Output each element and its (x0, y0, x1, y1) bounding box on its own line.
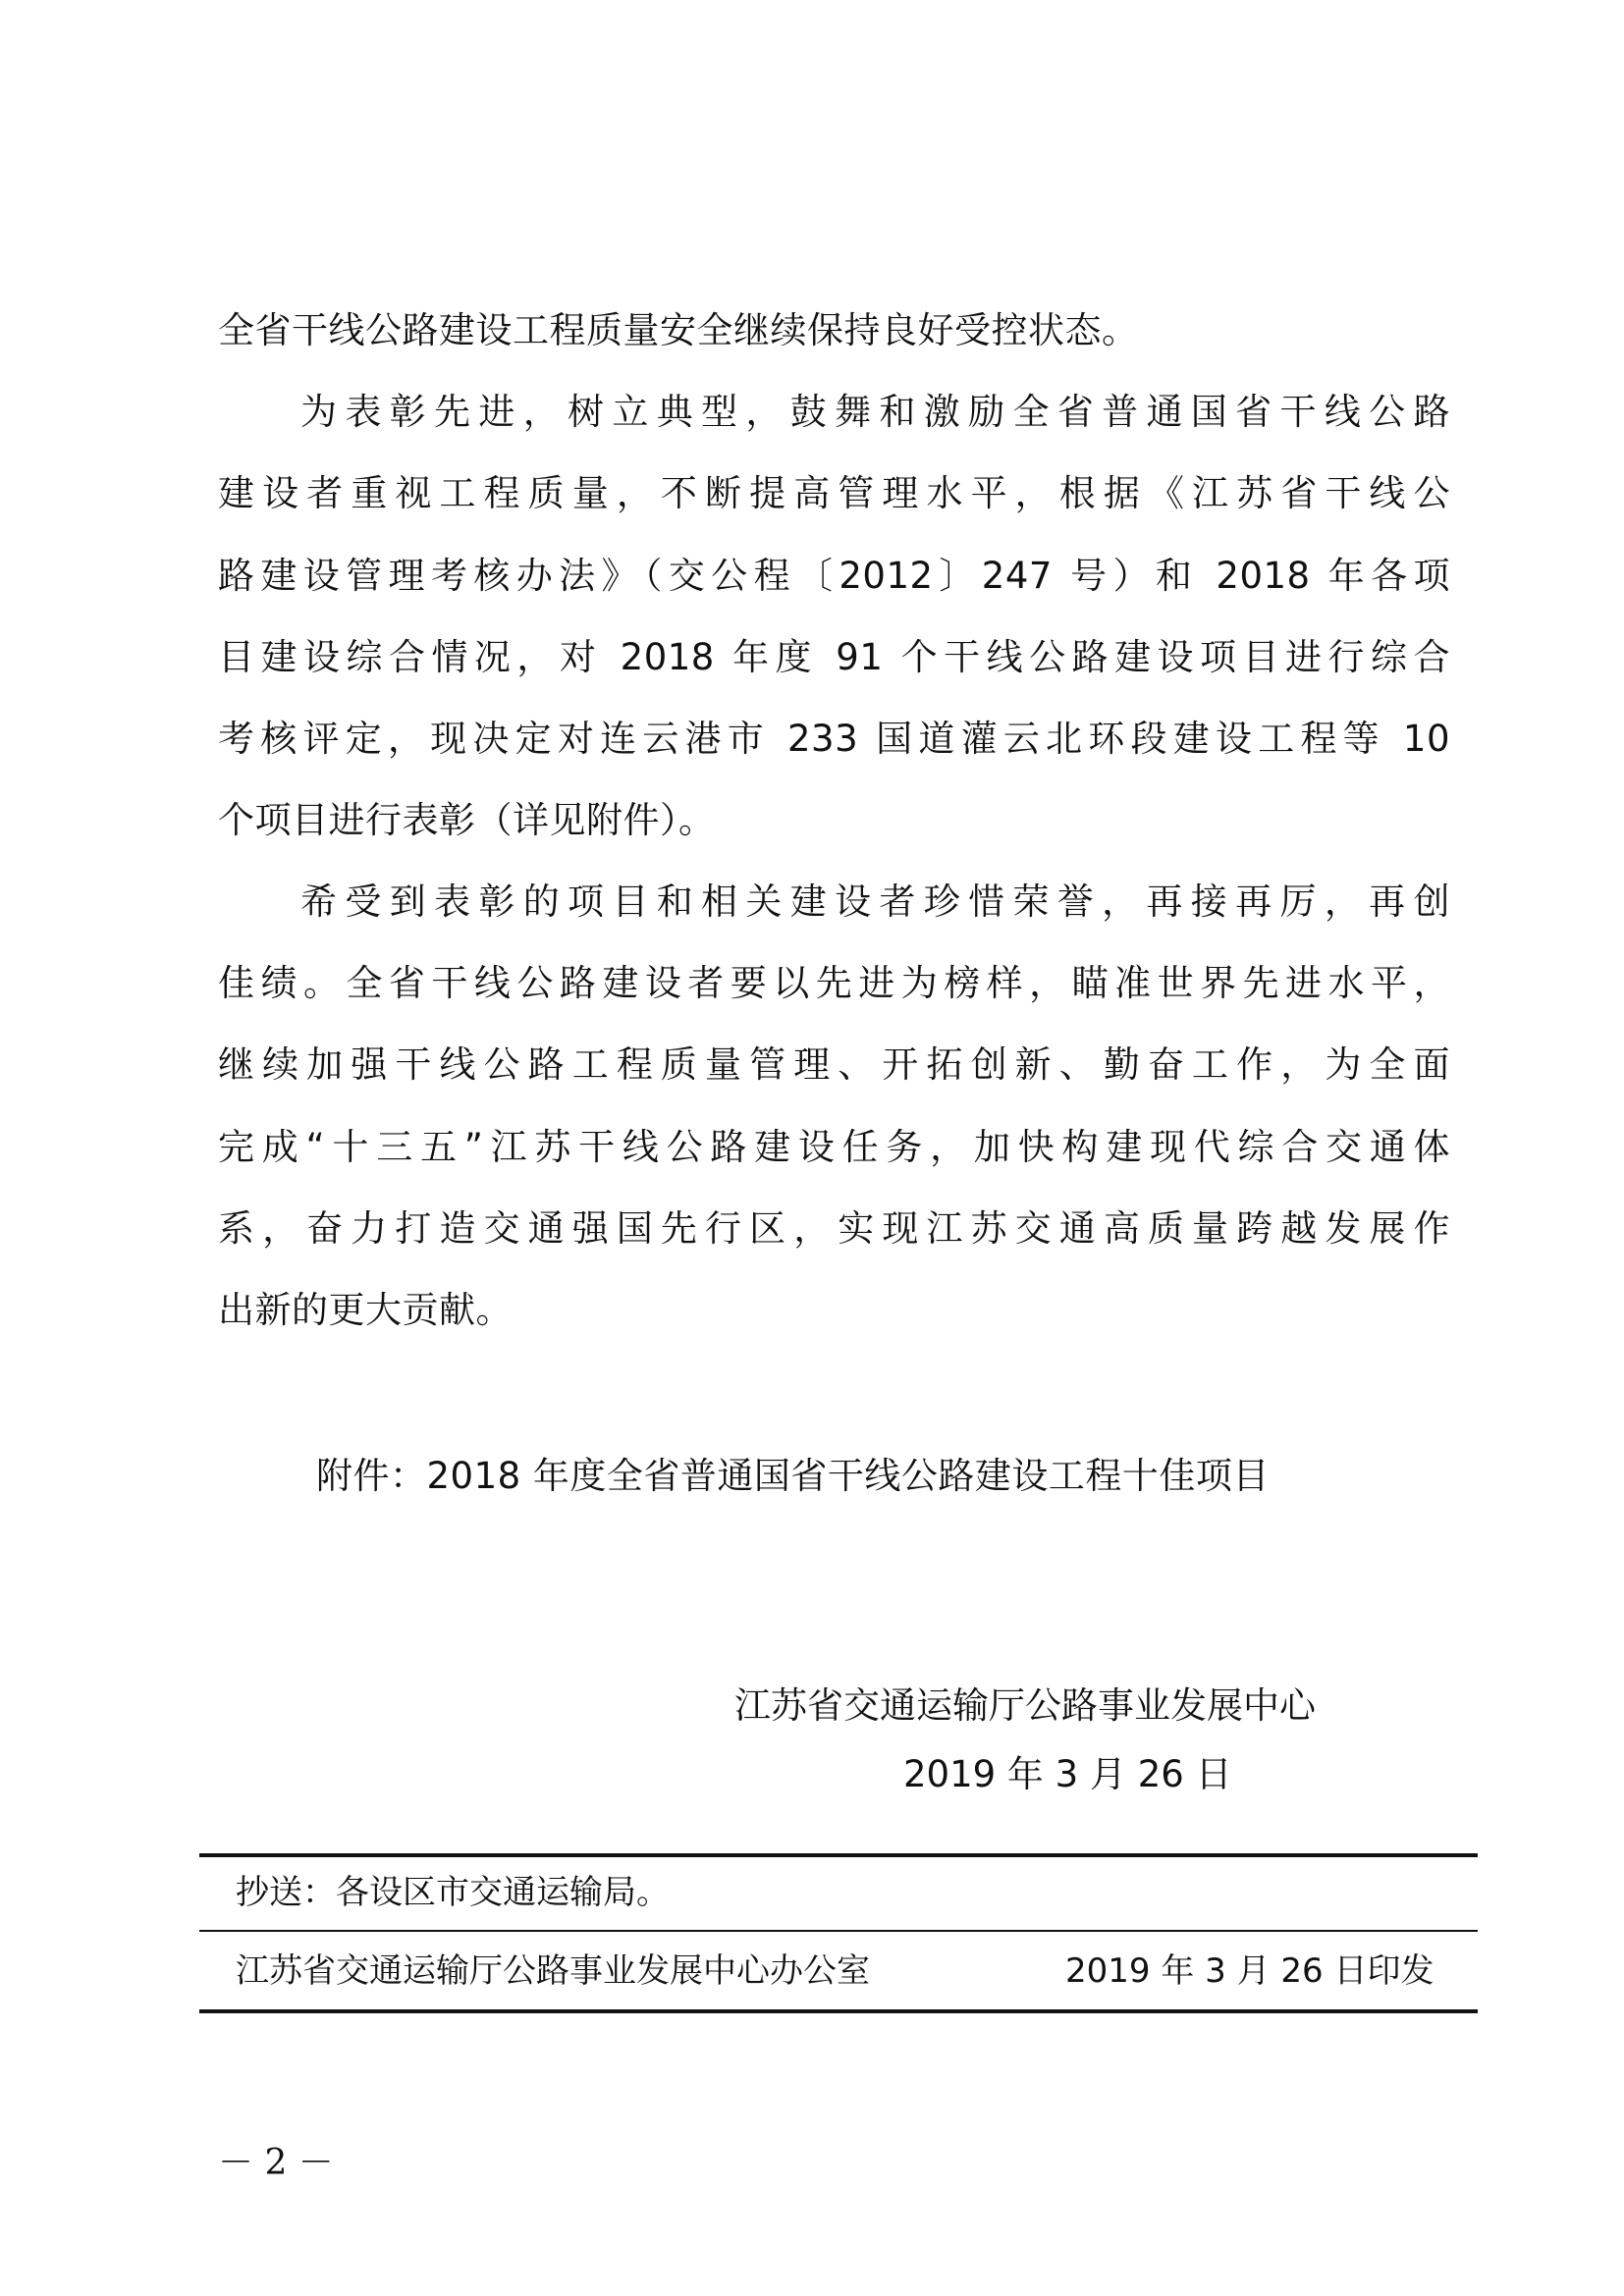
body-line-1: 全省干线公路建设工程质量安全继续保持良好受控状态。 (218, 309, 1139, 351)
footer-bottom-rule (199, 2009, 1478, 2013)
body-line-11: 完成“十三五”江苏干线公路建设任务，加快构建现代综合交通体 (218, 1126, 1450, 1168)
body-line-13: 出新的更大贡献。 (218, 1289, 513, 1331)
body-line-10: 继续加强干线公路工程质量管理、开拓创新、勤奋工作，为全面 (218, 1043, 1450, 1086)
body-line-7: 个项目进行表彰（详见附件）。 (218, 799, 716, 841)
signature-date: 2019 年 3 月 26 日 (903, 1753, 1232, 1795)
issuer-name: 江苏省交通运输厅公路事业发展中心办公室 (236, 1951, 870, 1991)
issue-date: 2019 年 3 月 26 日印发 (1065, 1951, 1435, 1991)
body-line-6: 考核评定，现决定对连云港市 233 国道灌云北环段建设工程等 10 (218, 718, 1450, 760)
footer-top-rule (199, 1853, 1478, 1857)
page-number: － 2 － (218, 2143, 334, 2183)
footer-middle-rule (199, 1930, 1478, 1932)
body-line-2: 为表彰先进，树立典型，鼓舞和激励全省普通国省干线公路 (300, 391, 1450, 433)
body-line-12: 系，奋力打造交通强国先行区，实现江苏交通高质量跨越发展作 (218, 1207, 1450, 1250)
body-line-3: 建设者重视工程质量，不断提高管理水平，根据《江苏省干线公 (218, 472, 1450, 514)
body-line-4: 路建设管理考核办法》（交公程〔2012〕247 号）和 2018 年各项 (218, 555, 1450, 597)
cc-line: 抄送：各设区市交通运输局。 (236, 1873, 670, 1912)
body-line-5: 目建设综合情况，对 2018 年度 91 个干线公路建设项目进行综合 (218, 636, 1450, 678)
body-line-8: 希受到表彰的项目和相关建设者珍惜荣誉，再接再厉，再创 (300, 881, 1450, 923)
body-line-9: 佳绩。全省干线公路建设者要以先进为榜样，瞄准世界先进水平， (218, 962, 1450, 1004)
attachment-note: 附件：2018 年度全省普通国省干线公路建设工程十佳项目 (316, 1455, 1270, 1497)
signature-org: 江苏省交通运输厅公路事业发展中心 (734, 1684, 1316, 1727)
